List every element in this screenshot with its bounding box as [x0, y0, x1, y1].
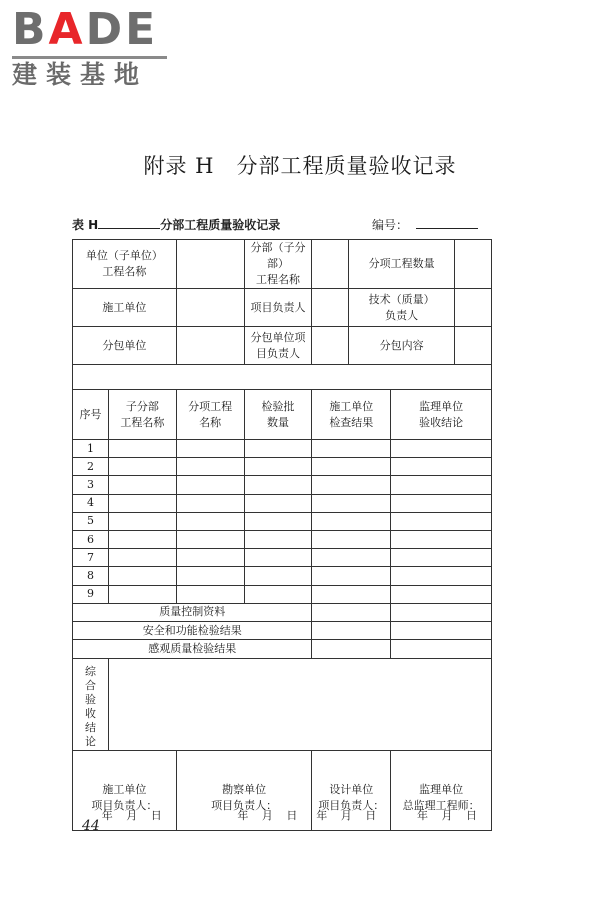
sign-date: 年 月 日 — [417, 808, 477, 822]
unit-project-value — [176, 240, 244, 289]
table-row — [73, 458, 492, 476]
brand-underline — [12, 56, 167, 59]
col-batch-count: 检验批 数量 — [244, 390, 312, 440]
sign-date: 年 月 日 — [101, 808, 162, 822]
project-manager-label: 项目负责人 — [244, 289, 312, 327]
code-label: 编号： — [372, 218, 409, 232]
signature-contractor: 施工单位 项目负责人： 年 月 日 — [73, 750, 177, 830]
sub-content-label: 分包内容 — [349, 327, 455, 365]
brand-subtitle: 建装基地 — [12, 60, 149, 89]
col-item-project: 分项工程 名称 — [176, 390, 244, 440]
row-number: 4 — [73, 494, 109, 512]
table-row — [73, 585, 492, 603]
sign-date: 年 月 日 — [316, 808, 377, 822]
contractor-label: 施工单位 — [73, 289, 177, 327]
table-row — [73, 512, 492, 530]
sub-manager-label: 分包单位项 目负责人 — [244, 327, 312, 365]
code-blank — [416, 228, 478, 229]
item-count-label: 分项工程数量 — [349, 240, 455, 289]
table-row — [73, 476, 492, 494]
table-row — [73, 567, 492, 585]
col-sub-project: 子分部 工程名称 — [108, 390, 176, 440]
summary-row — [73, 621, 492, 639]
table-row — [73, 549, 492, 567]
sub-content-value — [455, 327, 492, 365]
column-header-row — [73, 390, 492, 440]
row-number: 6 — [73, 530, 109, 548]
col-supervisor-conclusion: 监理单位 验收结论 — [391, 390, 492, 440]
visual-quality-label: 感观质量检验结果 — [73, 640, 312, 658]
row-number: 9 — [73, 585, 109, 603]
tech-manager-label: 技术（质量） 负责人 — [349, 289, 455, 327]
page-title: 附录 H 分部工程质量验收记录 — [143, 154, 457, 178]
row-number: 5 — [73, 512, 109, 530]
col-contractor-result: 施工单位 检查结果 — [312, 390, 391, 440]
brand-logo — [12, 6, 182, 90]
row-number: 7 — [73, 549, 109, 567]
table-row — [73, 494, 492, 512]
header-row — [73, 289, 492, 327]
signature-design: 设计单位 项目负责人： 年 月 日 — [312, 750, 391, 830]
table-row — [73, 440, 492, 458]
row-number: 8 — [73, 567, 109, 585]
subcontractor-label: 分包单位 — [73, 327, 177, 365]
conclusion-row — [73, 658, 492, 750]
signature-row — [73, 750, 492, 830]
conclusion-label: 综合验收结论 — [73, 658, 109, 750]
sub-manager-value — [312, 327, 349, 365]
table-title: 分部工程质量验收记录 — [160, 218, 281, 232]
item-count-value — [455, 240, 492, 289]
row-number: 3 — [73, 476, 109, 494]
header-row — [73, 327, 492, 365]
sub-project-label: 分部（子分部） 工程名称 — [244, 240, 312, 289]
summary-row — [73, 603, 492, 621]
blank-cell — [73, 365, 492, 390]
signature-survey: 勘察单位 项目负责人： 年 月 日 — [176, 750, 312, 830]
unit-project-label: 单位（子单位） 工程名称 — [73, 240, 177, 289]
subcontractor-value — [176, 327, 244, 365]
table-blank — [98, 217, 160, 229]
tech-manager-value — [455, 289, 492, 327]
sub-project-value — [312, 240, 349, 289]
header-row — [73, 240, 492, 289]
project-manager-value — [312, 289, 349, 327]
row-number: 2 — [73, 458, 109, 476]
signature-supervisor: 监理单位 总监理工程师： 年 月 日 — [391, 750, 492, 830]
brand-wordmark: BADE — [12, 4, 159, 55]
table-prefix: 表 H — [72, 218, 99, 232]
sign-date: 年 月 日 — [237, 808, 298, 822]
row-number: 1 — [73, 440, 109, 458]
col-seq: 序号 — [73, 390, 109, 440]
table-row — [73, 530, 492, 548]
conclusion-value — [108, 658, 491, 750]
page-number: 44 — [82, 818, 100, 834]
contractor-value — [176, 289, 244, 327]
acceptance-form — [72, 239, 492, 831]
spacer-row — [73, 365, 492, 390]
safety-function-label: 安全和功能检验结果 — [73, 621, 312, 639]
summary-row — [73, 640, 492, 658]
quality-control-label: 质量控制资料 — [73, 603, 312, 621]
table-caption — [72, 216, 492, 233]
